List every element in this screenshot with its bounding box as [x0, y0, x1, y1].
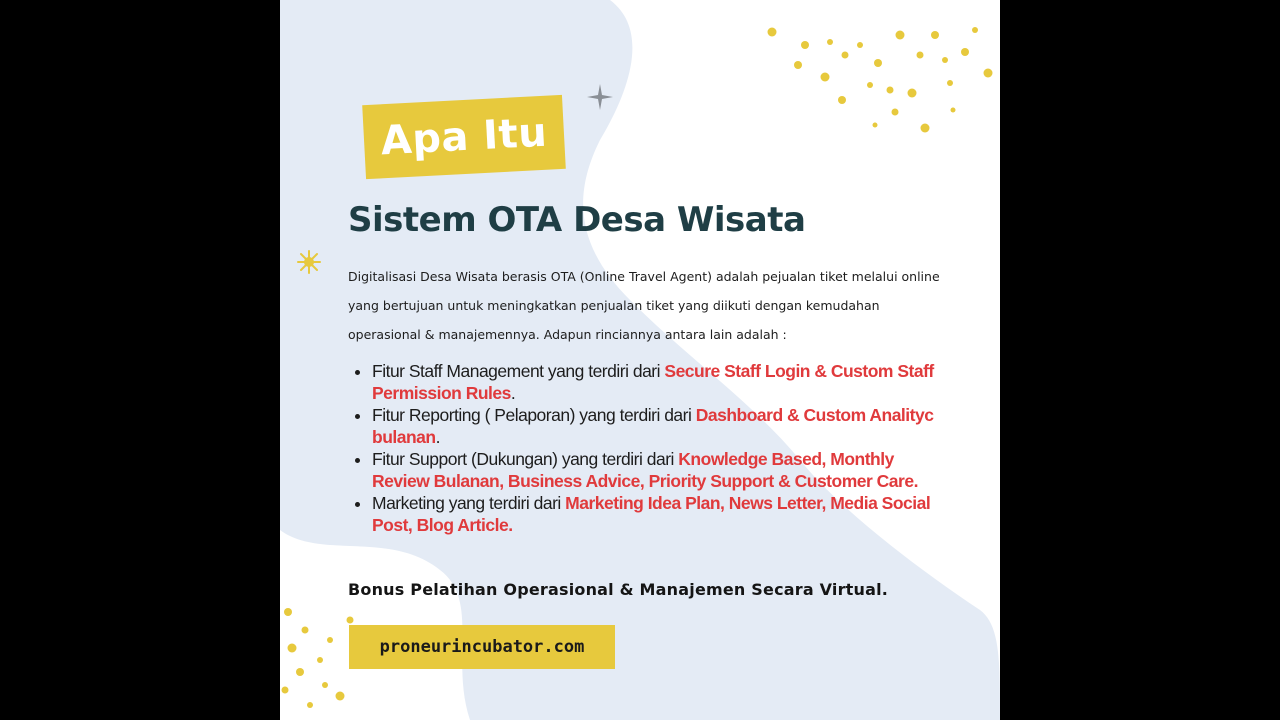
infographic-card: [280, 0, 1000, 720]
dots-decoration-top: [750, 15, 1000, 145]
highlight-text: Marketing Idea Plan, News Letter, Media Social Post, Blog Article.: [372, 493, 931, 535]
title-tag-text: Apa Itu: [379, 109, 549, 165]
list-item: • Fitur Staff Management yang terdiri dari Secure Staff Login & Custom Staff Permission Rules.: [372, 360, 952, 404]
website-link[interactable]: proneurincubator.com: [379, 637, 585, 657]
feature-list: [348, 360, 952, 536]
highlight-text: Dashboard & Custom Analityc bulanan: [372, 405, 934, 447]
page-heading: Sistem OTA Desa Wisata: [348, 200, 806, 240]
title-tag: [362, 95, 566, 179]
sun-icon: [297, 250, 321, 274]
bonus-text: Bonus Pelatihan Operasional & Manajemen Secara Virtual.: [348, 580, 889, 599]
list-item: • Fitur Reporting ( Pelaporan) yang terdiri dari Dashboard & Custom Analityc bulanan.: [372, 404, 952, 448]
highlight-text: Knowledge Based, Monthly Review Bulanan, Business Advice, Priority Support & Customer Care.: [372, 449, 918, 491]
intro-paragraph: Digitalisasi Desa Wisata berasis OTA (Online Travel Agent) adalah pejualan tiket melalui online yang bertujuan untuk meningkatkan penjualan tiket yang diikuti dengan kemudahan operasional & manajemennya. Adapun rinciannya antara lain adalah :: [348, 269, 940, 342]
highlight-text: Secure Staff Login & Custom Staff Permission Rules: [372, 361, 934, 403]
list-item: • Fitur Support (Dukungan) yang terdiri dari Knowledge Based, Monthly Review Bulanan, Business Advice, Priority Support & Customer Care.: [372, 448, 952, 492]
four-point-star-icon: [587, 84, 613, 110]
list-item: • Marketing yang terdiri dari Marketing Idea Plan, News Letter, Media Social Post, Blog Article.: [372, 492, 952, 536]
website-tag: [349, 625, 615, 669]
